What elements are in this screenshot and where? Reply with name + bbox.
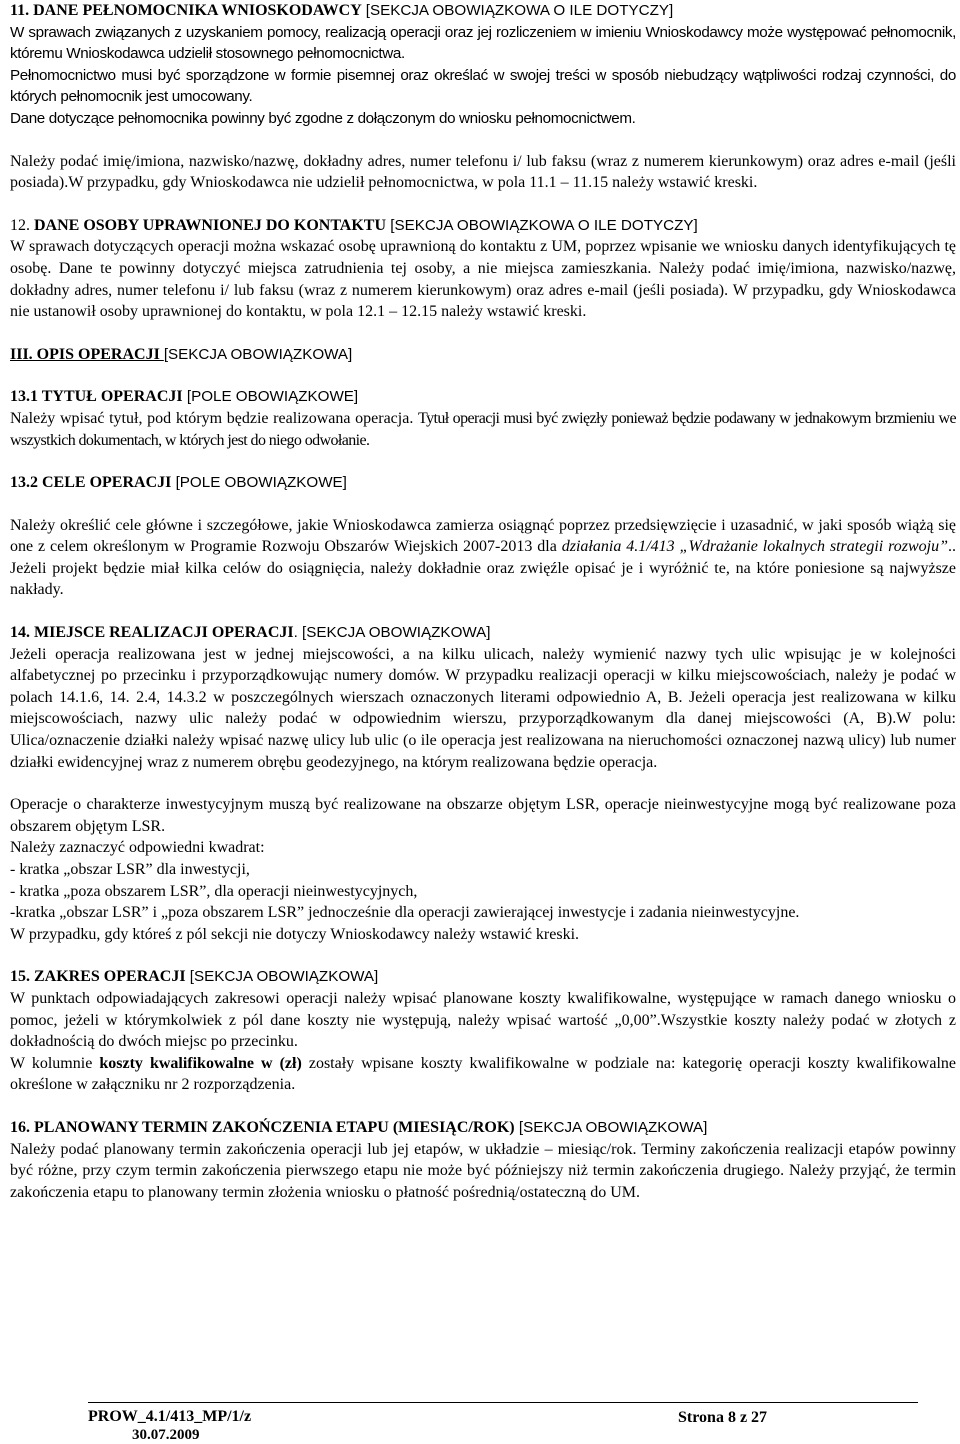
section-12-heading bbox=[10, 215, 956, 237]
section-14-tag: . [SEKCJA OBOWIĄZKOWA] bbox=[293, 624, 491, 642]
section-11-title: 11. DANE PEŁNOMOCNIKA WNIOSKODAWCY bbox=[10, 2, 362, 19]
section-16-title: 16. PLANOWANY TERMIN ZAKOŃCZENIA ETAPU (MIESIĄC/ROK) bbox=[10, 1118, 515, 1136]
section-13-2-para-italic: działania 4.1/413 „Wdrażanie lokalnych strategii rozwoju” bbox=[561, 538, 948, 556]
section-14-list-item-2: - kratka „poza obszarem LSR”, dla operacji nieinwestycyjnych, bbox=[10, 882, 418, 900]
section-12-para-1: W sprawach dotyczących operacji można wskazać osobę uprawnioną do kontaktu z UM, poprzez wpisanie we wniosku danych identyfikujących tę osobę. Dane te powinny dotyczyć miejsca zatrudnienia tej osoby, a nie miejsca zamieszkania. Należy podać imię/imiona, nazwisko/nazwę, dokładny adres, numer telefonu i/ lub faksu (wraz z numerem kierunkowym) oraz adres e-mail (jeśli posiada). W przypadku, gdy Wnioskodawca nie ustanowił osoby uprawnionej do kontaktu, w pola 12.1 – 12.15 należy wstawić kreski. bbox=[10, 238, 956, 321]
section-14-note: W przypadku, gdy któreś z pól sekcji nie dotyczy Wnioskodawcy należy wstawić kreski. bbox=[10, 925, 580, 943]
footer-date: 30.07.2009 bbox=[132, 1427, 200, 1443]
footer-rule bbox=[88, 1402, 918, 1403]
section-13-1-title: 13.1 TYTUŁ OPERACJI bbox=[10, 388, 183, 406]
section-11-para-3: Dane dotyczące pełnomocnika powinny być zgodne z dołączonym do wniosku pełnomocnictwem. bbox=[10, 109, 636, 127]
section-15-tag: [SEKCJA OBOWIĄZKOWA] bbox=[185, 968, 379, 986]
section-14-list-intro: Należy zaznaczyć odpowiedni kwadrat: bbox=[10, 839, 265, 857]
footer-document-code: PROW_4.1/413_MP/1/z bbox=[88, 1408, 252, 1425]
section-11-tag: [SEKCJA OBOWIĄZKOWA O ILE DOTYCZY] bbox=[365, 2, 674, 19]
section-13-1-heading bbox=[10, 386, 956, 408]
section-15-para-2-bold: koszty kwalifikowalne w (zł) bbox=[99, 1054, 302, 1072]
section-13-2-heading bbox=[10, 472, 956, 494]
section-13-2-para bbox=[10, 515, 956, 601]
section-14-list-item-1: - kratka „obszar LSR” dla inwestycji, bbox=[10, 861, 250, 878]
section-15-para-2-c: zostały wpisane koszty kwalifikowalne w podziale na: kategorię operacji koszty kwalifikowalne określone w załączniku nr 2 rozporządzenia. bbox=[10, 1054, 957, 1094]
section-15-title: 15. ZAKRES OPERACJI bbox=[10, 968, 186, 986]
section-13-1-para bbox=[10, 408, 956, 451]
section-13-1-para-b: Tytuł operacji musi być zwięzły ponieważ będzie podawany w jednakowym brzmieniu we wszystkich dokumentach, w których jest do niego odwołanie. bbox=[10, 409, 956, 449]
section-14-list-item-3: -kratka „obszar LSR” i „poza obszarem LSR” jednocześnie dla operacji zawierającej inwestycje i zadania nieinwestycyjne. bbox=[10, 904, 800, 922]
section-3-title: III. OPIS OPERACJI bbox=[10, 345, 164, 363]
section-13-2-tag: [POLE OBOWIĄZKOWE] bbox=[171, 474, 347, 492]
section-14-para-1: Jeżeli operacja realizowana jest w jednej miejscowości, a na kilku ulicach, należy wymienić nazwy tych ulic wpisując je w kolejności alfabetycznej po przecinku i przyporządkowując numery domów. W przypadku realizacji operacji w kilku miejscowościach, należy je podać w polach 14.1.6, 14. 2.4, 14.3.2 w poszczególnych wierszach oznaczonych literami odpowiednio A, B. Jeżeli operacja jest realizowana w kilku miejscowościach, nazwy ulic należy podać w odpowiednim wierszu, przyporządkowanym dla danej miejscowości (A, B).W polu: Ulica/oznaczenie działki należy wpisać nazwę ulicy lub ulic (o ile operacja jest realizowana na nieruchomości oznaczonej nazwą ulicy) lub numer działki ewidencyjnej wraz z numerem obrębu geodezyjnego, na którym realizowana będzie operacja. bbox=[10, 645, 956, 771]
section-15-para-2 bbox=[10, 1053, 956, 1096]
section-12-number: 12. bbox=[10, 216, 34, 234]
footer-page-number: Strona 8 z 27 bbox=[678, 1409, 768, 1426]
section-3-tag: [SEKCJA OBOWIĄZKOWA] bbox=[163, 345, 353, 363]
section-15-para-2-a: W kolumnie bbox=[10, 1054, 100, 1072]
section-11-para-2: Pełnomocnictwo musi być sporządzone w formie pisemnej oraz określać w swojej treści w sposób niebudzący wątpliwości rodzaj czynności, do których pełnomocnik jest umocowany. bbox=[10, 66, 956, 106]
section-13-2-para-a: Należy określić cele główne i szczegółowe, jakie Wnioskodawca zamierza osiągnąć poprzez przedsięwzięcie i uzasadnić, w jaki sposób wiążą się one z celem określonym w Programie Rozwoju Obszarów Wiejskich 2007-2013 dla bbox=[10, 516, 956, 556]
section-11-heading bbox=[10, 0, 956, 22]
section-11-para-4: Należy podać imię/imiona, nazwisko/nazwę, dokładny adres, numer telefonu i/ lub faksu (wraz z numerem kierunkowym) oraz adres e-mail (jeśli posiada).W przypadku, gdy Wnioskodawca nie udzielił pełnomocnictwa, w pola 11.1 – 11.15 należy wstawić kreski. bbox=[10, 152, 956, 192]
section-16-heading bbox=[10, 1117, 956, 1139]
section-13-2-title: 13.2 CELE OPERACJI bbox=[10, 474, 172, 492]
section-15-heading bbox=[10, 966, 956, 988]
section-11-para-1: W sprawach związanych z uzyskaniem pomocy, realizacją operacji oraz jej rozliczeniem w imieniu Wnioskodawcy może występować pełnomocnik, któremu Wnioskodawca udzielił stosownego pełnomocnictwa. bbox=[10, 23, 956, 63]
section-14-heading bbox=[10, 622, 956, 644]
section-13-1-para-a: Należy wpisać tytuł, pod którym będzie realizowana operacja. bbox=[10, 409, 419, 427]
section-16-tag: [SEKCJA OBOWIĄZKOWA] bbox=[514, 1118, 708, 1136]
section-12-title: DANE OSOBY UPRAWNIONEJ DO KONTAKTU bbox=[34, 216, 387, 234]
section-14-para-2: Operacje o charakterze inwestycyjnym muszą być realizowane na obszarze objętym LSR, operacje nieinwestycyjne mogą być realizowane poza obszarem objętym LSR. bbox=[10, 796, 956, 835]
section-14-title: 14. MIEJSCE REALIZACJI OPERACJI bbox=[10, 624, 294, 642]
section-3-heading bbox=[10, 344, 956, 366]
section-12-tag: [SEKCJA OBOWIĄZKOWA O ILE DOTYCZY] bbox=[386, 216, 698, 234]
document-page bbox=[10, 0, 956, 1203]
section-15-para-1: W punktach odpowiadających zakresowi operacji należy wpisać planowane koszty kwalifikowalne, występujące w ramach danego wniosku o pomoc, jeżeli w którymkolwiek z pól dane koszty nie występują, należy wpisać wartość „0,00”.Wszystkie koszty należy podać w złotych z dokładnością do dwóch miejsc po przecinku. bbox=[10, 989, 956, 1051]
section-13-1-tag: [POLE OBOWIĄZKOWE] bbox=[182, 388, 359, 406]
section-16-para-1: Należy podać planowany termin zakończenia operacji lub jej etapów, w układzie – miesiąc/rok. Terminy zakończenia realizacji etapów powinny być różne, przy czym termin zakończenia pierwszego etapu nie może być późniejszy niż termin zakończenia drugiego. Należy przyjąć, że termin zakończenia etapu to planowany termin złożenia wniosku o płatność pośrednią/ostateczną do UM. bbox=[10, 1140, 956, 1201]
section-13-2-para-b: .. Jeżeli projekt będzie miał kilka celów do osiągnięcia, należy dokładnie oraz zwięźle opisać je i wyróżnić te, na które poniesione są najwyższe nakłady. bbox=[10, 538, 956, 599]
